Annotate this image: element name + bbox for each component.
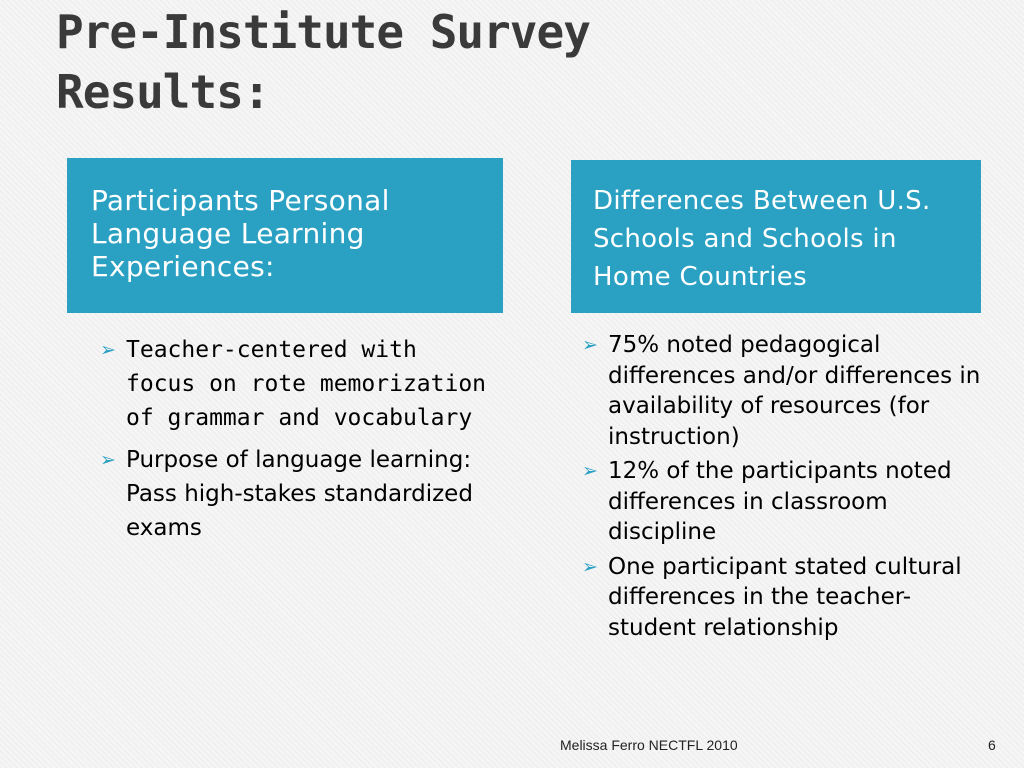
- slide-title-line-1: Pre-Institute Survey: [56, 5, 590, 59]
- slide-title: [56, 2, 756, 122]
- list-item-text: One participant stated cultural differences in the teacher-student relationship: [608, 553, 962, 641]
- page-number: 6: [988, 737, 996, 753]
- arrow-bullet-icon: ➢: [582, 460, 598, 482]
- right-bullet-list: [582, 330, 982, 647]
- list-item-text: Teacher-centered with focus on rote memorization of grammar and vocabulary: [126, 337, 487, 431]
- slide-title-line-2: Results:: [56, 65, 270, 119]
- list-item: [582, 330, 982, 452]
- list-item: [100, 443, 495, 545]
- left-column-header: Participants Personal Language Learning Experiences:: [67, 158, 503, 313]
- list-item-text: Purpose of language learning: Pass high-stakes standardized exams: [126, 447, 473, 541]
- list-item-text: 12% of the participants noted differences in classroom discipline: [608, 458, 952, 545]
- list-item-text: 75% noted pedagogical differences and/or differences in availability of resources (for instruction): [608, 332, 981, 450]
- arrow-bullet-icon: ➢: [582, 555, 598, 578]
- list-item: [582, 552, 982, 644]
- list-item: [582, 456, 982, 548]
- list-item: [100, 333, 495, 435]
- arrow-bullet-icon: ➢: [582, 334, 598, 356]
- left-bullet-list: [100, 333, 495, 553]
- right-column-header: Differences Between U.S. Schools and Schools in Home Countries: [571, 160, 981, 313]
- footer-text: Melissa Ferro NECTFL 2010: [560, 737, 738, 753]
- arrow-bullet-icon: ➢: [100, 449, 116, 471]
- arrow-bullet-icon: ➢: [100, 339, 116, 361]
